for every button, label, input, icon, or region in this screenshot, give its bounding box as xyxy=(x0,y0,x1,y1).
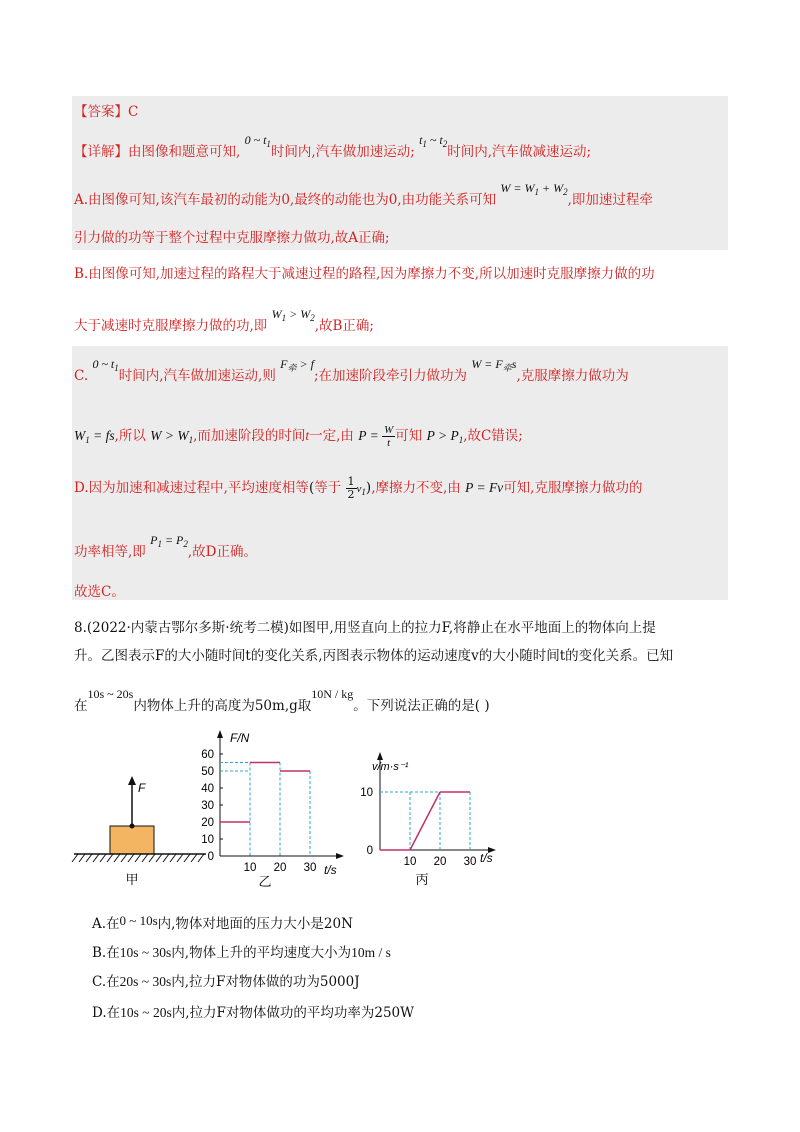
detail-line: 【详解】由图像和题意可知, 0 ~ $t_1$时间内,汽车做加速运动; $t_1$ ~ $t_2$时间内,汽车做减速运动; xyxy=(74,133,592,160)
caption-jia: 甲 xyxy=(125,872,139,887)
x-axis-label: t/s xyxy=(324,863,337,877)
explain-b-line1: B.由图像可知,加速过程的路程大于减速过程的路程,因为摩擦力不变,所以加速时克服摩擦力做的功 xyxy=(74,266,655,282)
y-axis-label: F/N xyxy=(230,731,250,745)
conclusion: 故选C。 xyxy=(74,584,125,600)
y-axis-arrow xyxy=(377,752,383,760)
y-tick-label: 30 xyxy=(201,800,214,812)
hatch-mark xyxy=(107,854,113,862)
explain-d-line2: 功率相等,即 $P_1 = P_2$,故D正确。 xyxy=(74,533,257,560)
hatch-mark xyxy=(149,854,155,862)
hatch-mark xyxy=(86,854,92,862)
caption-yi: 乙 xyxy=(258,874,272,889)
x-tick-label: 10 xyxy=(243,862,257,874)
y-tick-label: 10 xyxy=(360,787,373,799)
hatch-mark xyxy=(79,854,85,862)
hatch-mark xyxy=(177,854,183,862)
hatch-mark xyxy=(72,854,78,862)
option-b[interactable]: B.在10s ~ 30s内,物体上升的平均速度大小为10m / s xyxy=(92,945,391,961)
force-point xyxy=(130,824,135,829)
y-tick-label: 60 xyxy=(201,749,214,761)
y-tick-label: 40 xyxy=(201,783,214,795)
y-tick-label: 0 xyxy=(207,851,214,863)
explain-c-line1: C. 0 ~ $t_1$时间内,汽车做加速运动,则 $F_牵 > f$;在加速阶段牵引力做功为 $W = F_牵s$,克服摩擦力做功为 xyxy=(74,357,629,384)
figure-jia xyxy=(70,770,210,890)
option-a[interactable]: A.在0 ~ 10s内,物体对地面的压力大小是20N xyxy=(92,913,353,932)
hatch-mark xyxy=(163,854,169,862)
explain-d-line1: D.因为加速和减速过程中,平均速度相等(等于 $\frac{1}{2}v_1$),摩擦力不变,由 P = Fv可知,克服摩擦力做功的 xyxy=(74,475,643,501)
x-tick-label: 20 xyxy=(433,856,447,868)
hatch-mark xyxy=(142,854,148,862)
x-axis-arrow xyxy=(336,853,344,859)
y-axis-arrow xyxy=(217,730,223,738)
question-line2: 升。乙图表示F的大小随时间t的变化关系,丙图表示物体的运动速度v的大小随时间t的变化关系。已知 xyxy=(74,648,674,664)
y-tick-label: 20 xyxy=(201,817,214,829)
option-c[interactable]: C.在20s ~ 30s内,拉力F对物体做的功为5000J xyxy=(92,974,360,990)
block xyxy=(110,826,154,854)
answer-line: 【答案】C xyxy=(74,104,139,120)
hatch-mark xyxy=(170,854,176,862)
velocity-segment xyxy=(410,792,440,850)
question-line1: 8.(2022·内蒙古鄂尔多斯·统考二模)如图甲,用竖直向上的拉力F,将静止在水平地面上的物体向上提 xyxy=(74,620,656,636)
hatch-mark xyxy=(114,854,120,862)
chart-yi xyxy=(190,728,360,890)
x-tick-label: 30 xyxy=(303,862,317,874)
ground-hatch xyxy=(72,854,204,862)
force-arrow-head xyxy=(128,776,136,785)
force-label: F xyxy=(138,781,146,795)
chart-bing xyxy=(360,750,510,890)
hatch-mark xyxy=(128,854,134,862)
hatch-mark xyxy=(93,854,99,862)
x-axis-label: t/s xyxy=(480,851,493,865)
y-tick-label: 50 xyxy=(201,766,214,778)
x-tick-label: 30 xyxy=(463,856,477,868)
y-axis-label: v/m·s⁻¹ xyxy=(372,761,409,773)
hatch-mark xyxy=(121,854,127,862)
x-tick-label: 20 xyxy=(273,862,287,874)
hatch-mark xyxy=(100,854,106,862)
hatch-mark xyxy=(135,854,141,862)
y-tick-label: 0 xyxy=(366,845,373,857)
explain-c-line2: $W_1$ = fs,所以 $W > W_1$,而加速阶段的时间t一定,由 P = $\frac{W}{t}$可知 $P > P_1$,故C错误; xyxy=(74,424,523,450)
explain-a-line2: 引力做的功等于整个过程中克服摩擦力做功,故A正确; xyxy=(74,230,390,246)
explain-b-line2: 大于减速时克服摩擦力做的功,即 $W_1 > W_2$,故B正确; xyxy=(74,307,374,334)
y-tick-label: 10 xyxy=(201,834,214,846)
question-line3: 在10s ~ 20s内物体上升的高度为50m,g取10N / kg。下列说法正确的是( ) xyxy=(74,687,490,714)
hatch-mark xyxy=(156,854,162,862)
option-d[interactable]: D.在10s ~ 20s内,拉力F对物体做功的平均功率为250W xyxy=(92,1005,415,1021)
explain-a-line1: A.由图像可知,该汽车最初的动能为0,最终的动能也为0,由功能关系可知 $W = W_1 + W_2$,即加速过程牵 xyxy=(74,181,653,208)
caption-bing: 丙 xyxy=(415,872,429,887)
x-tick-label: 10 xyxy=(403,856,417,868)
